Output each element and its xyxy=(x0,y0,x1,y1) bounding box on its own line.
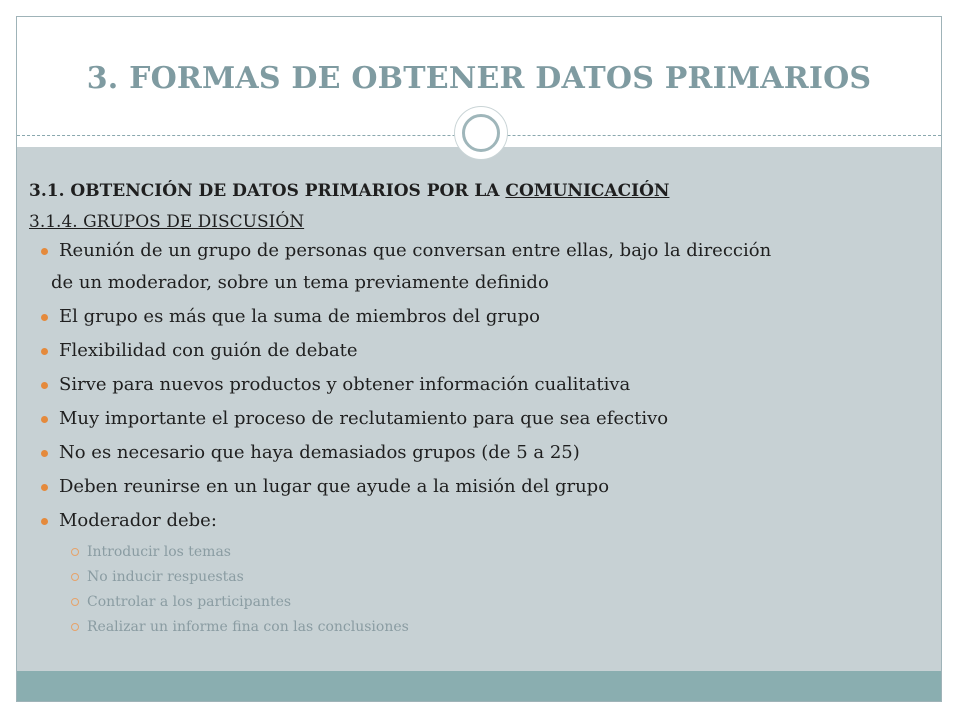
section-heading xyxy=(29,177,919,209)
list-item: Sirve para nuevos productos y obtener información cualitativa xyxy=(29,373,919,397)
list-item-continuation: de un moderador, sobre un tema previamente definido xyxy=(51,272,549,293)
list-item: Reunión de un grupo de personas que conversan entre ellas, bajo la dirección xyxy=(29,239,919,263)
list-item: Deben reunirse en un lugar que ayude a la misión del grupo xyxy=(29,475,919,499)
list-item: No es necesario que haya demasiados grupos (de 5 a 25) xyxy=(29,441,919,465)
sub-list-item: No inducir respuestas xyxy=(29,568,919,586)
list-item: Flexibilidad con guión de debate xyxy=(29,339,919,363)
slide-title: 3. FORMAS DE OBTENER DATOS PRIMARIOS xyxy=(86,61,872,96)
sub-list-item: Introducir los temas xyxy=(29,543,919,561)
list-item: El grupo es más que la suma de miembros del grupo xyxy=(29,305,919,329)
circle-ornament-icon xyxy=(455,107,507,159)
sub-list-item: Controlar a los participantes xyxy=(29,593,919,611)
subsection-heading: 3.1.4. GRUPOS DE DISCUSIÓN xyxy=(29,212,305,232)
footer-bar xyxy=(17,671,941,701)
section-heading-text: 3.1. OBTENCIÓN DE DATOS PRIMARIOS POR LA xyxy=(29,181,506,201)
section-heading-underlined: COMUNICACIÓN xyxy=(505,181,670,201)
bullet-list xyxy=(29,239,919,533)
list-item: Muy importante el proceso de reclutamiento para que sea efectivo xyxy=(29,407,919,431)
slide-content xyxy=(29,177,919,643)
slide xyxy=(16,16,942,702)
sub-list-item: Realizar un informe fina con las conclusiones xyxy=(29,618,919,636)
list-item: Moderador debe: xyxy=(29,509,919,533)
sub-bullet-list xyxy=(29,543,919,636)
